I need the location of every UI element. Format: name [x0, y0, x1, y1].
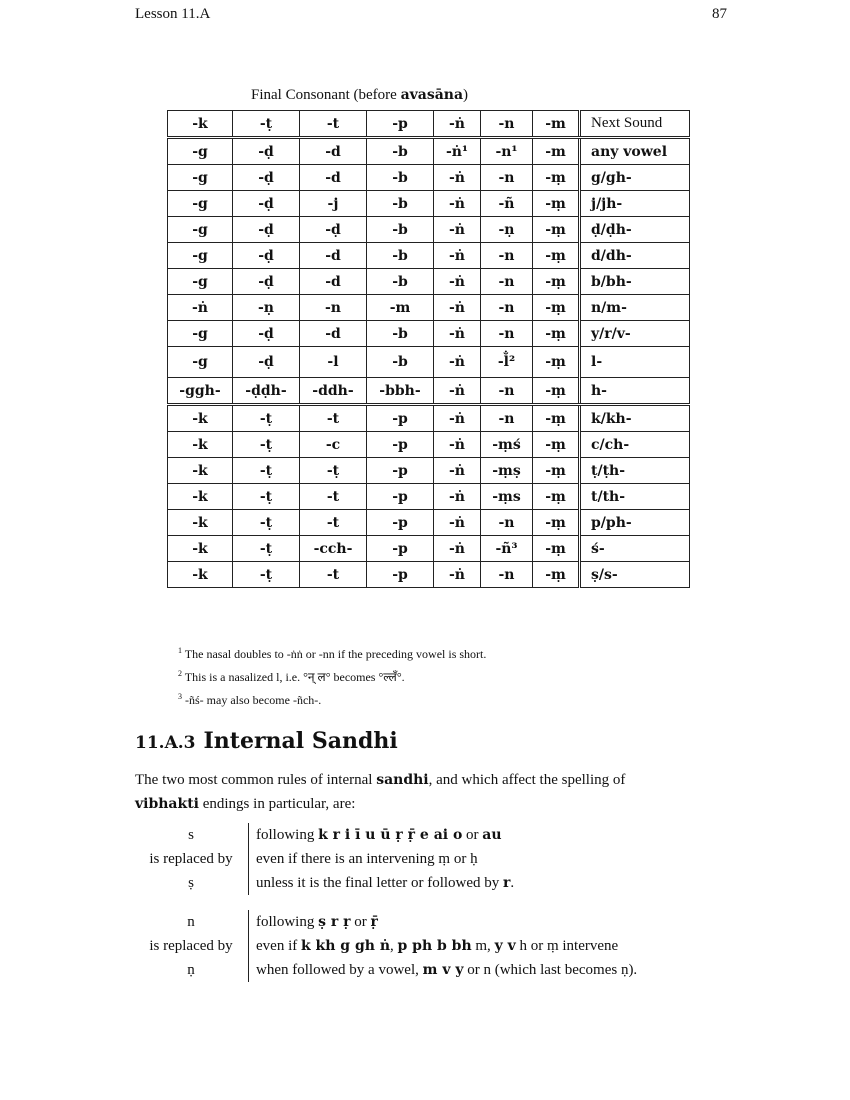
- table-cell: -k: [168, 111, 233, 138]
- table-cell: -ṅ: [434, 295, 481, 321]
- table-cell: -ṃ: [533, 562, 580, 588]
- section-title: Internal Sandhi: [203, 728, 398, 754]
- table-cell: -g: [168, 138, 233, 165]
- table-cell: -ḍ: [233, 138, 300, 165]
- rule-condition-1: [256, 910, 850, 934]
- rule-bold: ṣ r ṛ: [318, 914, 351, 930]
- table-cell: -ṃṣ: [481, 458, 533, 484]
- table-cell: -p: [367, 458, 434, 484]
- next-sound-cell: l-: [580, 347, 690, 378]
- table-cell: -ṃ: [533, 432, 580, 458]
- table-cell: -bbh-: [367, 378, 434, 405]
- table-cell: -n: [481, 405, 533, 432]
- table-cell: -ṭ: [233, 484, 300, 510]
- next-sound-cell: b/bh-: [580, 269, 690, 295]
- table-cell: -ṅ: [434, 562, 481, 588]
- table-cell: -ṃ: [533, 321, 580, 347]
- table-cell: -t: [300, 111, 367, 138]
- table-cell: -ḍḍh-: [233, 378, 300, 405]
- table-cell: -ṅ: [434, 165, 481, 191]
- table-cell: -k: [168, 510, 233, 536]
- rule-left-letter: n: [187, 914, 195, 930]
- next-sound-cell: p/ph-: [580, 510, 690, 536]
- rule-condition-2: even if there is an intervening ṃ or ḥ: [256, 851, 478, 867]
- table-cell: -g: [168, 165, 233, 191]
- table-cell: -n: [300, 295, 367, 321]
- table-cell: -ṅ: [434, 510, 481, 536]
- next-sound-cell: c/ch-: [580, 432, 690, 458]
- rule-text: unless it is the final letter or followed by: [256, 875, 504, 891]
- table-cell: -k: [168, 458, 233, 484]
- rule-text: ,: [390, 938, 398, 954]
- rule-text: following: [256, 827, 319, 843]
- table-cell: -n: [481, 510, 533, 536]
- rule-left-result: ṇ: [187, 962, 195, 978]
- table-cell: -ṅ: [434, 111, 481, 138]
- table-cell: -ḍ: [233, 191, 300, 217]
- next-sound-cell: any vowel: [580, 138, 690, 165]
- table-cell: -p: [367, 510, 434, 536]
- rule-left-replaced: is replaced by: [149, 938, 233, 954]
- table-cell: -ḍ: [233, 269, 300, 295]
- rule-bold: p ph b bh: [397, 938, 472, 954]
- table-cell: -ṅ: [434, 347, 481, 378]
- footnote-mark: 1: [178, 646, 182, 655]
- table-cell: -p: [367, 432, 434, 458]
- table-cell: -ṃ: [533, 378, 580, 405]
- table-cell: -b: [367, 243, 434, 269]
- table-cell: -ḍ: [300, 217, 367, 243]
- rule-bold: k r i ī u ū ṛ ṝ e ai o: [318, 827, 463, 843]
- table-cell: -ṃ: [533, 217, 580, 243]
- table-cell: -b: [367, 347, 434, 378]
- table-cell: -n: [481, 321, 533, 347]
- table-cell: -b: [367, 165, 434, 191]
- lesson-label: Lesson 11.A: [135, 6, 211, 22]
- table-row: [168, 536, 690, 562]
- table-row: [168, 321, 690, 347]
- table-cell: -ṭ: [233, 510, 300, 536]
- table-cell: -ṅ: [434, 321, 481, 347]
- next-sound-cell: Next Sound: [580, 111, 690, 138]
- table-cell: -ṅ: [434, 191, 481, 217]
- table-cell: -n¹: [481, 138, 533, 165]
- next-sound-cell: n/m-: [580, 295, 690, 321]
- table-cell: -t: [300, 405, 367, 432]
- table-cell: -p: [367, 536, 434, 562]
- intro-bold-vibhakti: vibhakti: [135, 796, 199, 812]
- table-cell: -ḍ: [233, 321, 300, 347]
- table-cell: -ṃs: [481, 484, 533, 510]
- table-cell: -ggh-: [168, 378, 233, 405]
- table-caption: [251, 87, 468, 104]
- table-cell: -ṃ: [533, 295, 580, 321]
- table-cell: -k: [168, 562, 233, 588]
- table-cell: -ṃ: [533, 191, 580, 217]
- table-row: [168, 562, 690, 588]
- table-cell: -j: [300, 191, 367, 217]
- table-cell: -k: [168, 405, 233, 432]
- table-cell: -ḍ: [233, 243, 300, 269]
- table-cell: -ṭ: [233, 432, 300, 458]
- footnotes: [178, 641, 486, 710]
- rule-left-result: ṣ: [188, 875, 194, 891]
- table-cell: -k: [168, 536, 233, 562]
- table-cell: -ḍ: [233, 165, 300, 191]
- table-cell: -g: [168, 321, 233, 347]
- table-row: [168, 378, 690, 405]
- rule-condition-2: [256, 934, 850, 958]
- table-row: [168, 347, 690, 378]
- table-cell: -k: [168, 484, 233, 510]
- table-cell: -b: [367, 217, 434, 243]
- table-cell: -p: [367, 405, 434, 432]
- rule-divider: [248, 823, 249, 895]
- next-sound-cell: y/r/v-: [580, 321, 690, 347]
- table-cell: -l: [300, 347, 367, 378]
- table-cell: -ṇ: [481, 217, 533, 243]
- table-cell: -ṃś: [481, 432, 533, 458]
- table-cell: -d: [300, 269, 367, 295]
- intro-text: The two most common rules of internal: [135, 772, 377, 788]
- rule-s-retroflexion: [135, 823, 850, 897]
- section-heading: [135, 728, 398, 754]
- table-cell: -n: [481, 269, 533, 295]
- table-cell: -ṃ: [533, 347, 580, 378]
- caption-end: ): [463, 87, 469, 103]
- table-cell: -t: [300, 510, 367, 536]
- table-cell: -n: [481, 562, 533, 588]
- table-cell: -ṅ: [434, 378, 481, 405]
- table-cell: -l̐²: [481, 347, 533, 378]
- table-cell: -ṅ¹: [434, 138, 481, 165]
- table-cell: -n: [481, 165, 533, 191]
- table-cell: -b: [367, 321, 434, 347]
- footnote-text: The nasal doubles to -ṅṅ or -nn if the preceding vowel is short.: [184, 647, 487, 661]
- next-sound-cell: ś-: [580, 536, 690, 562]
- table-cell: -n: [481, 295, 533, 321]
- table-cell: -g: [168, 191, 233, 217]
- table-cell: -ṃ: [533, 536, 580, 562]
- table-cell: -n: [481, 378, 533, 405]
- footnote-text: -ñś- may also become -ñch-.: [185, 693, 322, 707]
- table-cell: -ṃ: [533, 165, 580, 191]
- rule-bold: au: [482, 827, 502, 843]
- table-cell: -n: [481, 111, 533, 138]
- table-cell: -ṃ: [533, 243, 580, 269]
- rule-left-letter: s: [188, 827, 194, 843]
- footnote-3: [178, 687, 486, 710]
- intro-text: endings in particular, are:: [198, 796, 356, 812]
- table-row: [168, 269, 690, 295]
- table-cell: -d: [300, 138, 367, 165]
- table-cell: -ṃ: [533, 484, 580, 510]
- table-cell: -ṭ: [233, 458, 300, 484]
- footnote-mark: 3: [178, 692, 182, 701]
- table-cell: -g: [168, 347, 233, 378]
- table-cell: -d: [300, 165, 367, 191]
- next-sound-cell: ṣ/s-: [580, 562, 690, 588]
- table-cell: -ṃ: [533, 458, 580, 484]
- table-cell: -p: [367, 484, 434, 510]
- footnote-text: This is a nasalized l, i.e. °न् ल° becomes °ल्लँ°.: [184, 670, 405, 684]
- table-cell: -ṅ: [434, 536, 481, 562]
- footnote-2: [178, 664, 486, 687]
- rule-bold: r: [503, 875, 511, 891]
- footnote-1: [178, 641, 486, 664]
- table-cell: -ñ³: [481, 536, 533, 562]
- table-cell: -k: [168, 432, 233, 458]
- table-cell: -m: [533, 111, 580, 138]
- table-row: [168, 138, 690, 165]
- rule-text: h or ṃ intervene: [515, 938, 619, 954]
- table-cell: -t: [300, 562, 367, 588]
- table-cell: -ṅ: [168, 295, 233, 321]
- table-cell: -ṅ: [434, 269, 481, 295]
- table-cell: -ṅ: [434, 217, 481, 243]
- rule-text: or n (which last becomes ṇ).: [463, 962, 638, 978]
- next-sound-cell: k/kh-: [580, 405, 690, 432]
- table-cell: -ṃ: [533, 269, 580, 295]
- table-cell: -t: [300, 484, 367, 510]
- table-cell: -p: [367, 111, 434, 138]
- table-cell: -ṅ: [434, 484, 481, 510]
- table-cell: -d: [300, 243, 367, 269]
- caption-bold: avasāna: [400, 87, 464, 103]
- table-cell: -ṃ: [533, 510, 580, 536]
- next-sound-cell: j/jh-: [580, 191, 690, 217]
- intro-bold-sandhi: sandhi: [376, 772, 429, 788]
- rule-condition-3: [256, 958, 850, 982]
- rule-text: or: [462, 827, 483, 843]
- table-cell: -g: [168, 217, 233, 243]
- rule-text: even if: [256, 938, 301, 954]
- table-row: [168, 458, 690, 484]
- table-cell: -m: [533, 138, 580, 165]
- table-cell: -d: [300, 321, 367, 347]
- page-number: 87: [712, 6, 727, 22]
- intro-paragraph: [135, 768, 730, 816]
- table-cell: -ṭ: [233, 536, 300, 562]
- rule-condition-3: [256, 871, 850, 895]
- rule-bold: m v y: [422, 962, 464, 978]
- table-cell: -ṃ: [533, 405, 580, 432]
- next-sound-cell: ṭ/ṭh-: [580, 458, 690, 484]
- table-header-row: [168, 111, 690, 138]
- table-cell: -g: [168, 243, 233, 269]
- next-sound-cell: g/gh-: [580, 165, 690, 191]
- sandhi-table: [167, 110, 690, 588]
- rule-text: following: [256, 914, 319, 930]
- table-cell: -ṭ: [233, 405, 300, 432]
- rule-bold: y v: [494, 938, 516, 954]
- table-cell: -g: [168, 269, 233, 295]
- table-row: [168, 510, 690, 536]
- rule-bold: ṝ: [370, 914, 378, 930]
- table-row: [168, 217, 690, 243]
- rule-text: when followed by a vowel,: [256, 962, 423, 978]
- table-cell: -ḍ: [233, 217, 300, 243]
- next-sound-cell: ḍ/ḍh-: [580, 217, 690, 243]
- table-row: [168, 243, 690, 269]
- table-cell: -b: [367, 191, 434, 217]
- table-cell: -ñ: [481, 191, 533, 217]
- next-sound-cell: t/th-: [580, 484, 690, 510]
- rule-condition-1: [256, 823, 850, 847]
- table-cell: -cch-: [300, 536, 367, 562]
- table-cell: -b: [367, 138, 434, 165]
- intro-text: , and which affect the spelling of: [428, 772, 626, 788]
- table-cell: -n: [481, 243, 533, 269]
- table-cell: -c: [300, 432, 367, 458]
- table-cell: -ṭ: [233, 562, 300, 588]
- table-cell: -ṅ: [434, 243, 481, 269]
- caption-text: Final Consonant (before: [251, 87, 401, 103]
- rule-text: or: [350, 914, 371, 930]
- running-head: [135, 6, 727, 28]
- table-cell: -ṇ: [233, 295, 300, 321]
- rule-n-retroflexion: [135, 910, 850, 984]
- rule-text: .: [510, 875, 515, 891]
- table-cell: -b: [367, 269, 434, 295]
- table-cell: -ṅ: [434, 432, 481, 458]
- section-number: 11.A.3: [135, 733, 196, 753]
- table-row: [168, 295, 690, 321]
- next-sound-cell: d/dh-: [580, 243, 690, 269]
- table-cell: -p: [367, 562, 434, 588]
- table-row: [168, 484, 690, 510]
- rule-left-replaced: is replaced by: [149, 851, 233, 867]
- rule-divider: [248, 910, 249, 982]
- table-cell: -ṅ: [434, 458, 481, 484]
- rule-text: m,: [471, 938, 495, 954]
- table-cell: -ṭ: [233, 111, 300, 138]
- table-cell: -ḍ: [233, 347, 300, 378]
- table-cell: -m: [367, 295, 434, 321]
- table-row: [168, 432, 690, 458]
- table-row: [168, 191, 690, 217]
- rule-bold: k kh g gh ṅ: [300, 938, 390, 954]
- table-row: [168, 165, 690, 191]
- table-row: [168, 405, 690, 432]
- table-cell: -ddh-: [300, 378, 367, 405]
- table-cell: -ṅ: [434, 405, 481, 432]
- footnote-mark: 2: [178, 669, 182, 678]
- next-sound-cell: h-: [580, 378, 690, 405]
- table-cell: -ṭ: [300, 458, 367, 484]
